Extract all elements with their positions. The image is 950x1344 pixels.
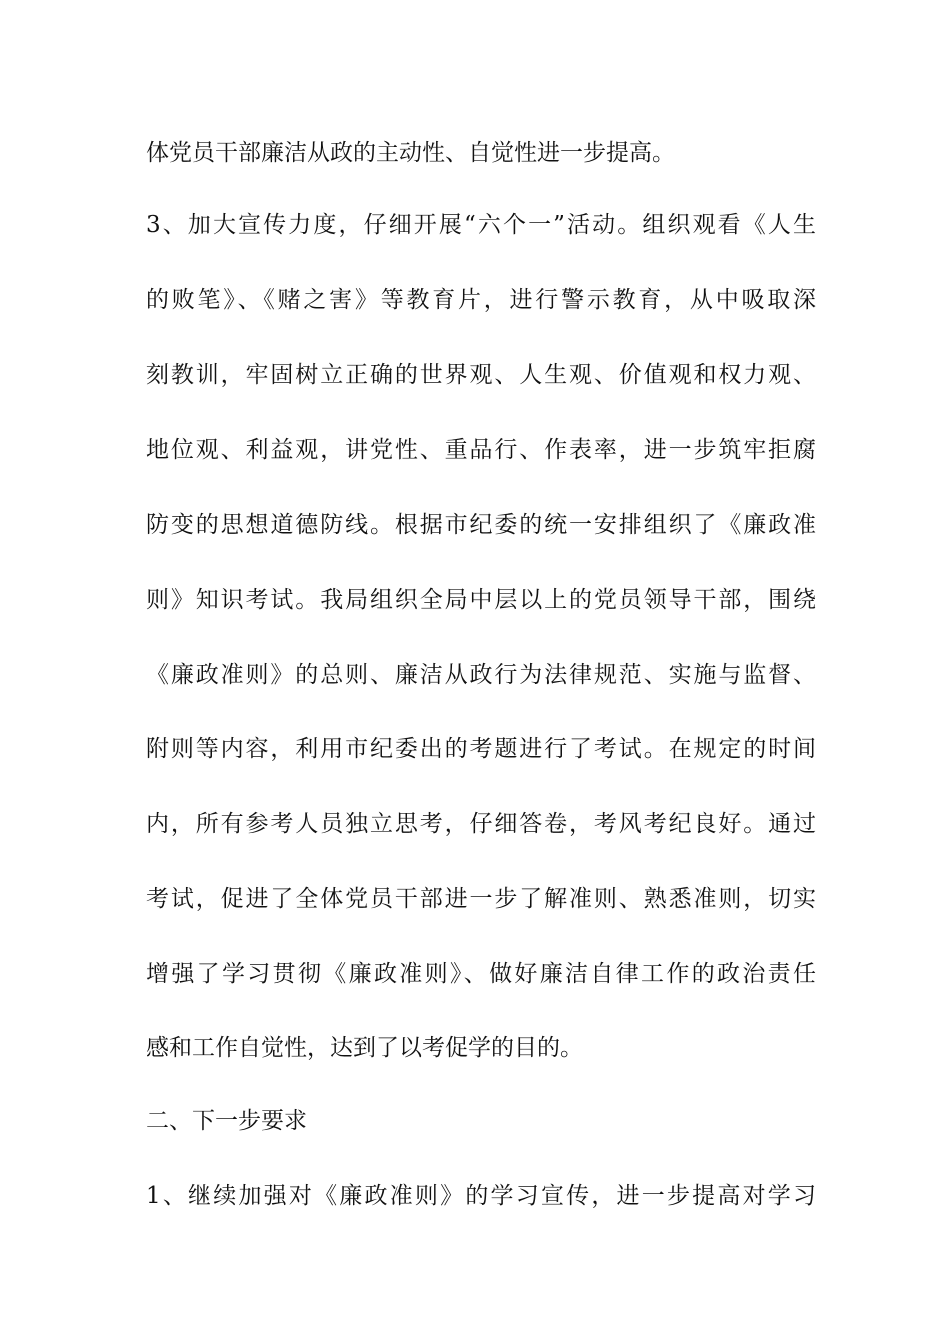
text-line: 1、继续加强对《廉政准则》的学习宣传，进一步提高对学习 [146, 1183, 816, 1209]
text-line: 体党员干部廉洁从政的主动性、自觉性进一步提高。 [146, 140, 675, 166]
text-line: 内，所有参考人员独立思考，仔细答卷，考风考纪良好。通过 [146, 811, 816, 837]
section-heading: 二、下一步要求 [146, 1108, 307, 1134]
text-line: 考试，促进了全体党员干部进一步了解准则、熟悉准则，切实 [146, 886, 816, 912]
text-line: 地位观、利益观，讲党性、重品行、作表率，进一步筑牢拒腐 [146, 437, 816, 463]
text-line: 附则等内容，利用市纪委出的考题进行了考试。在规定的时间 [146, 736, 816, 762]
text-line: 《廉政准则》的总则、廉洁从政行为法律规范、实施与监督、 [146, 662, 816, 688]
text-line: 则》知识考试。我局组织全局中层以上的党员领导干部，围绕 [146, 587, 816, 613]
text-line: 刻教训，牢固树立正确的世界观、人生观、价值观和权力观、 [146, 362, 816, 388]
text-line: 增强了学习贯彻《廉政准则》、做好廉洁自律工作的政治责任 [146, 961, 816, 987]
text-line: 3、加大宣传力度，仔细开展“六个一”活动。组织观看《人生 [146, 212, 816, 238]
text-line: 感和工作自觉性，达到了以考促学的目的。 [146, 1035, 583, 1061]
text-line: 防变的思想道德防线。根据市纪委的统一安排组织了《廉政准 [146, 512, 816, 538]
text-line: 的败笔》、《赌之害》等教育片，进行警示教育，从中吸取深 [146, 287, 816, 313]
